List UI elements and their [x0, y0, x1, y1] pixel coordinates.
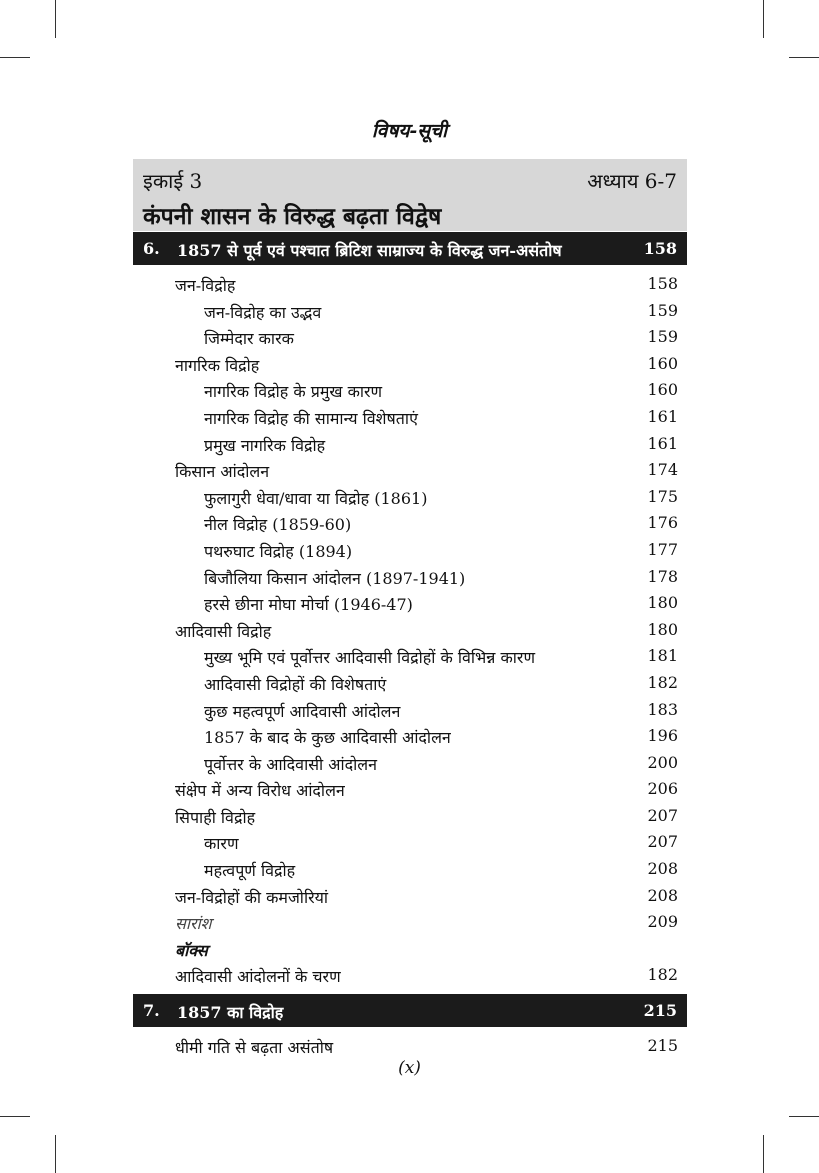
toc-entry[interactable] [0, 538, 819, 565]
crop-mark [55, 1135, 56, 1173]
entry-label: आदिवासी विद्रोह [175, 621, 272, 641]
entry-label: नील विद्रोह (1859-60) [204, 515, 352, 535]
toc-entry[interactable] [0, 432, 819, 459]
chapter-page: 215 [643, 1001, 677, 1020]
toc-entry[interactable] [0, 485, 819, 512]
toc-entry[interactable] [0, 671, 819, 698]
toc-entry[interactable] [0, 698, 819, 725]
entry-label: महत्वपूर्ण विद्रोह [204, 861, 296, 881]
entry-label: जन-विद्रोह [175, 276, 236, 295]
entry-page: 161 [647, 433, 678, 453]
toc-entry[interactable] [0, 618, 819, 645]
crop-mark [763, 1135, 764, 1173]
crop-mark [789, 57, 819, 58]
chapter-range: अध्याय 6-7 [587, 169, 677, 193]
chapter-title: 1857 का विद्रोह [177, 1003, 284, 1022]
entry-page: 177 [647, 539, 678, 559]
entry-label: बॉक्स [175, 940, 208, 960]
toc-entry[interactable] [0, 963, 819, 990]
toc-entry[interactable] [0, 405, 819, 432]
crop-mark [0, 1116, 30, 1117]
chapter-number: 6. [143, 239, 160, 258]
entry-label: सारांश [175, 914, 212, 934]
toc-entry-summary[interactable] [0, 910, 819, 937]
crop-mark [789, 1116, 819, 1117]
entry-page: 208 [647, 885, 678, 905]
page-number: (x) [398, 1058, 421, 1078]
entry-label: 1857 के बाद के कुछ आदिवासी आंदोलन [204, 728, 451, 748]
entry-page: 159 [647, 327, 678, 347]
entry-label: जन-विद्रोहों की कमजोरियां [175, 887, 329, 907]
entry-label: आदिवासी विद्रोहों की विशेषताएं [204, 674, 387, 694]
entry-label: जिम्मेदार कारक [204, 329, 294, 349]
entry-page: 215 [647, 1036, 678, 1055]
entry-label: मुख्य भूमि एवं पूर्वोत्तर आदिवासी विद्रोहों के विभिन्न कारण [204, 648, 536, 668]
entry-label: धीमी गति से बढ़ता असंतोष [175, 1038, 334, 1057]
entry-label: कारण [204, 834, 239, 854]
entry-label: फुलागुरी धेवा/धावा या विद्रोह (1861) [204, 488, 428, 508]
toc-entry[interactable] [0, 565, 819, 592]
chapter-page: 158 [643, 239, 677, 258]
chapter-7-heading[interactable] [133, 994, 687, 1027]
entry-page: 206 [647, 779, 678, 799]
toc-entry[interactable] [0, 751, 819, 778]
toc-entry[interactable] [0, 884, 819, 911]
toc-list-chapter-7 [0, 1034, 819, 1061]
entry-page: 160 [647, 380, 678, 400]
toc-entry[interactable] [0, 724, 819, 751]
entry-label: हरसे छीना मोघा मोर्चा (1946-47) [204, 595, 413, 615]
entry-page: 175 [647, 486, 678, 506]
entry-label: संक्षेप में अन्य विरोध आंदोलन [175, 781, 345, 801]
entry-label: नागरिक विद्रोह की सामान्य विशेषताएं [204, 408, 418, 428]
entry-label: बिजौलिया किसान आंदोलन (1897-1941) [204, 568, 466, 588]
toc-entry[interactable] [0, 458, 819, 485]
entry-page: 160 [647, 353, 678, 373]
toc-entry[interactable] [0, 325, 819, 352]
chapter-title: 1857 से पूर्व एवं पश्चात ब्रिटिश साम्राज्य के विरुद्ध जन-असंतोष [177, 241, 562, 260]
unit-label: इकाई 3 [143, 169, 203, 193]
toc-entry[interactable] [0, 830, 819, 857]
entry-page: 174 [647, 460, 678, 480]
page-title: विषय-सूची [371, 120, 448, 142]
entry-page: 161 [647, 406, 678, 426]
entry-page: 176 [647, 513, 678, 533]
entry-label: नागरिक विद्रोह के प्रमुख कारण [204, 382, 383, 402]
entry-page: 178 [647, 566, 678, 586]
crop-mark [0, 57, 30, 58]
entry-label: कुछ महत्वपूर्ण आदिवासी आंदोलन [204, 701, 401, 721]
toc-entry[interactable] [0, 352, 819, 379]
toc-entry[interactable] [0, 511, 819, 538]
entry-label: प्रमुख नागरिक विद्रोह [204, 435, 326, 455]
chapter-number: 7. [143, 1001, 160, 1020]
entry-page: 182 [647, 965, 678, 985]
entry-label: नागरिक विद्रोह [175, 355, 260, 375]
toc-entry[interactable] [0, 299, 819, 326]
entry-label: पथरुघाट विद्रोह (1894) [204, 541, 353, 561]
entry-page: 209 [647, 912, 678, 932]
unit-title: कंपनी शासन के विरुद्ध बढ़ता विद्वेष [143, 203, 442, 230]
entry-label: किसान आंदोलन [175, 462, 270, 482]
unit-header [133, 159, 687, 231]
toc-section-box [0, 937, 819, 964]
chapter-6-heading[interactable] [133, 232, 687, 265]
toc-entry[interactable] [0, 591, 819, 618]
toc-entry[interactable] [0, 857, 819, 884]
entry-page: 180 [647, 593, 678, 613]
entry-page: 208 [647, 859, 678, 879]
entry-page: 200 [647, 752, 678, 772]
entry-page: 182 [647, 672, 678, 692]
entry-page: 207 [647, 805, 678, 825]
entry-label: पूर्वोत्तर के आदिवासी आंदोलन [204, 754, 377, 774]
entry-label: जन-विद्रोह का उद्भव [204, 302, 322, 322]
entry-page: 180 [647, 619, 678, 639]
entry-page: 158 [647, 274, 678, 293]
entry-label: आदिवासी आंदोलनों के चरण [175, 967, 341, 987]
toc-list [0, 272, 819, 990]
entry-page: 207 [647, 832, 678, 852]
entry-page: 159 [647, 300, 678, 320]
toc-entry[interactable] [0, 272, 819, 299]
entry-page: 183 [647, 699, 678, 719]
crop-mark [763, 0, 764, 38]
toc-entry[interactable] [0, 777, 819, 804]
entry-label: सिपाही विद्रोह [175, 807, 256, 827]
toc-entry[interactable] [0, 804, 819, 831]
entry-page: 196 [647, 726, 678, 746]
toc-entry[interactable] [0, 1034, 819, 1061]
toc-entry[interactable] [0, 644, 819, 671]
crop-mark [55, 0, 56, 38]
toc-entry[interactable] [0, 378, 819, 405]
entry-page: 181 [647, 646, 678, 666]
